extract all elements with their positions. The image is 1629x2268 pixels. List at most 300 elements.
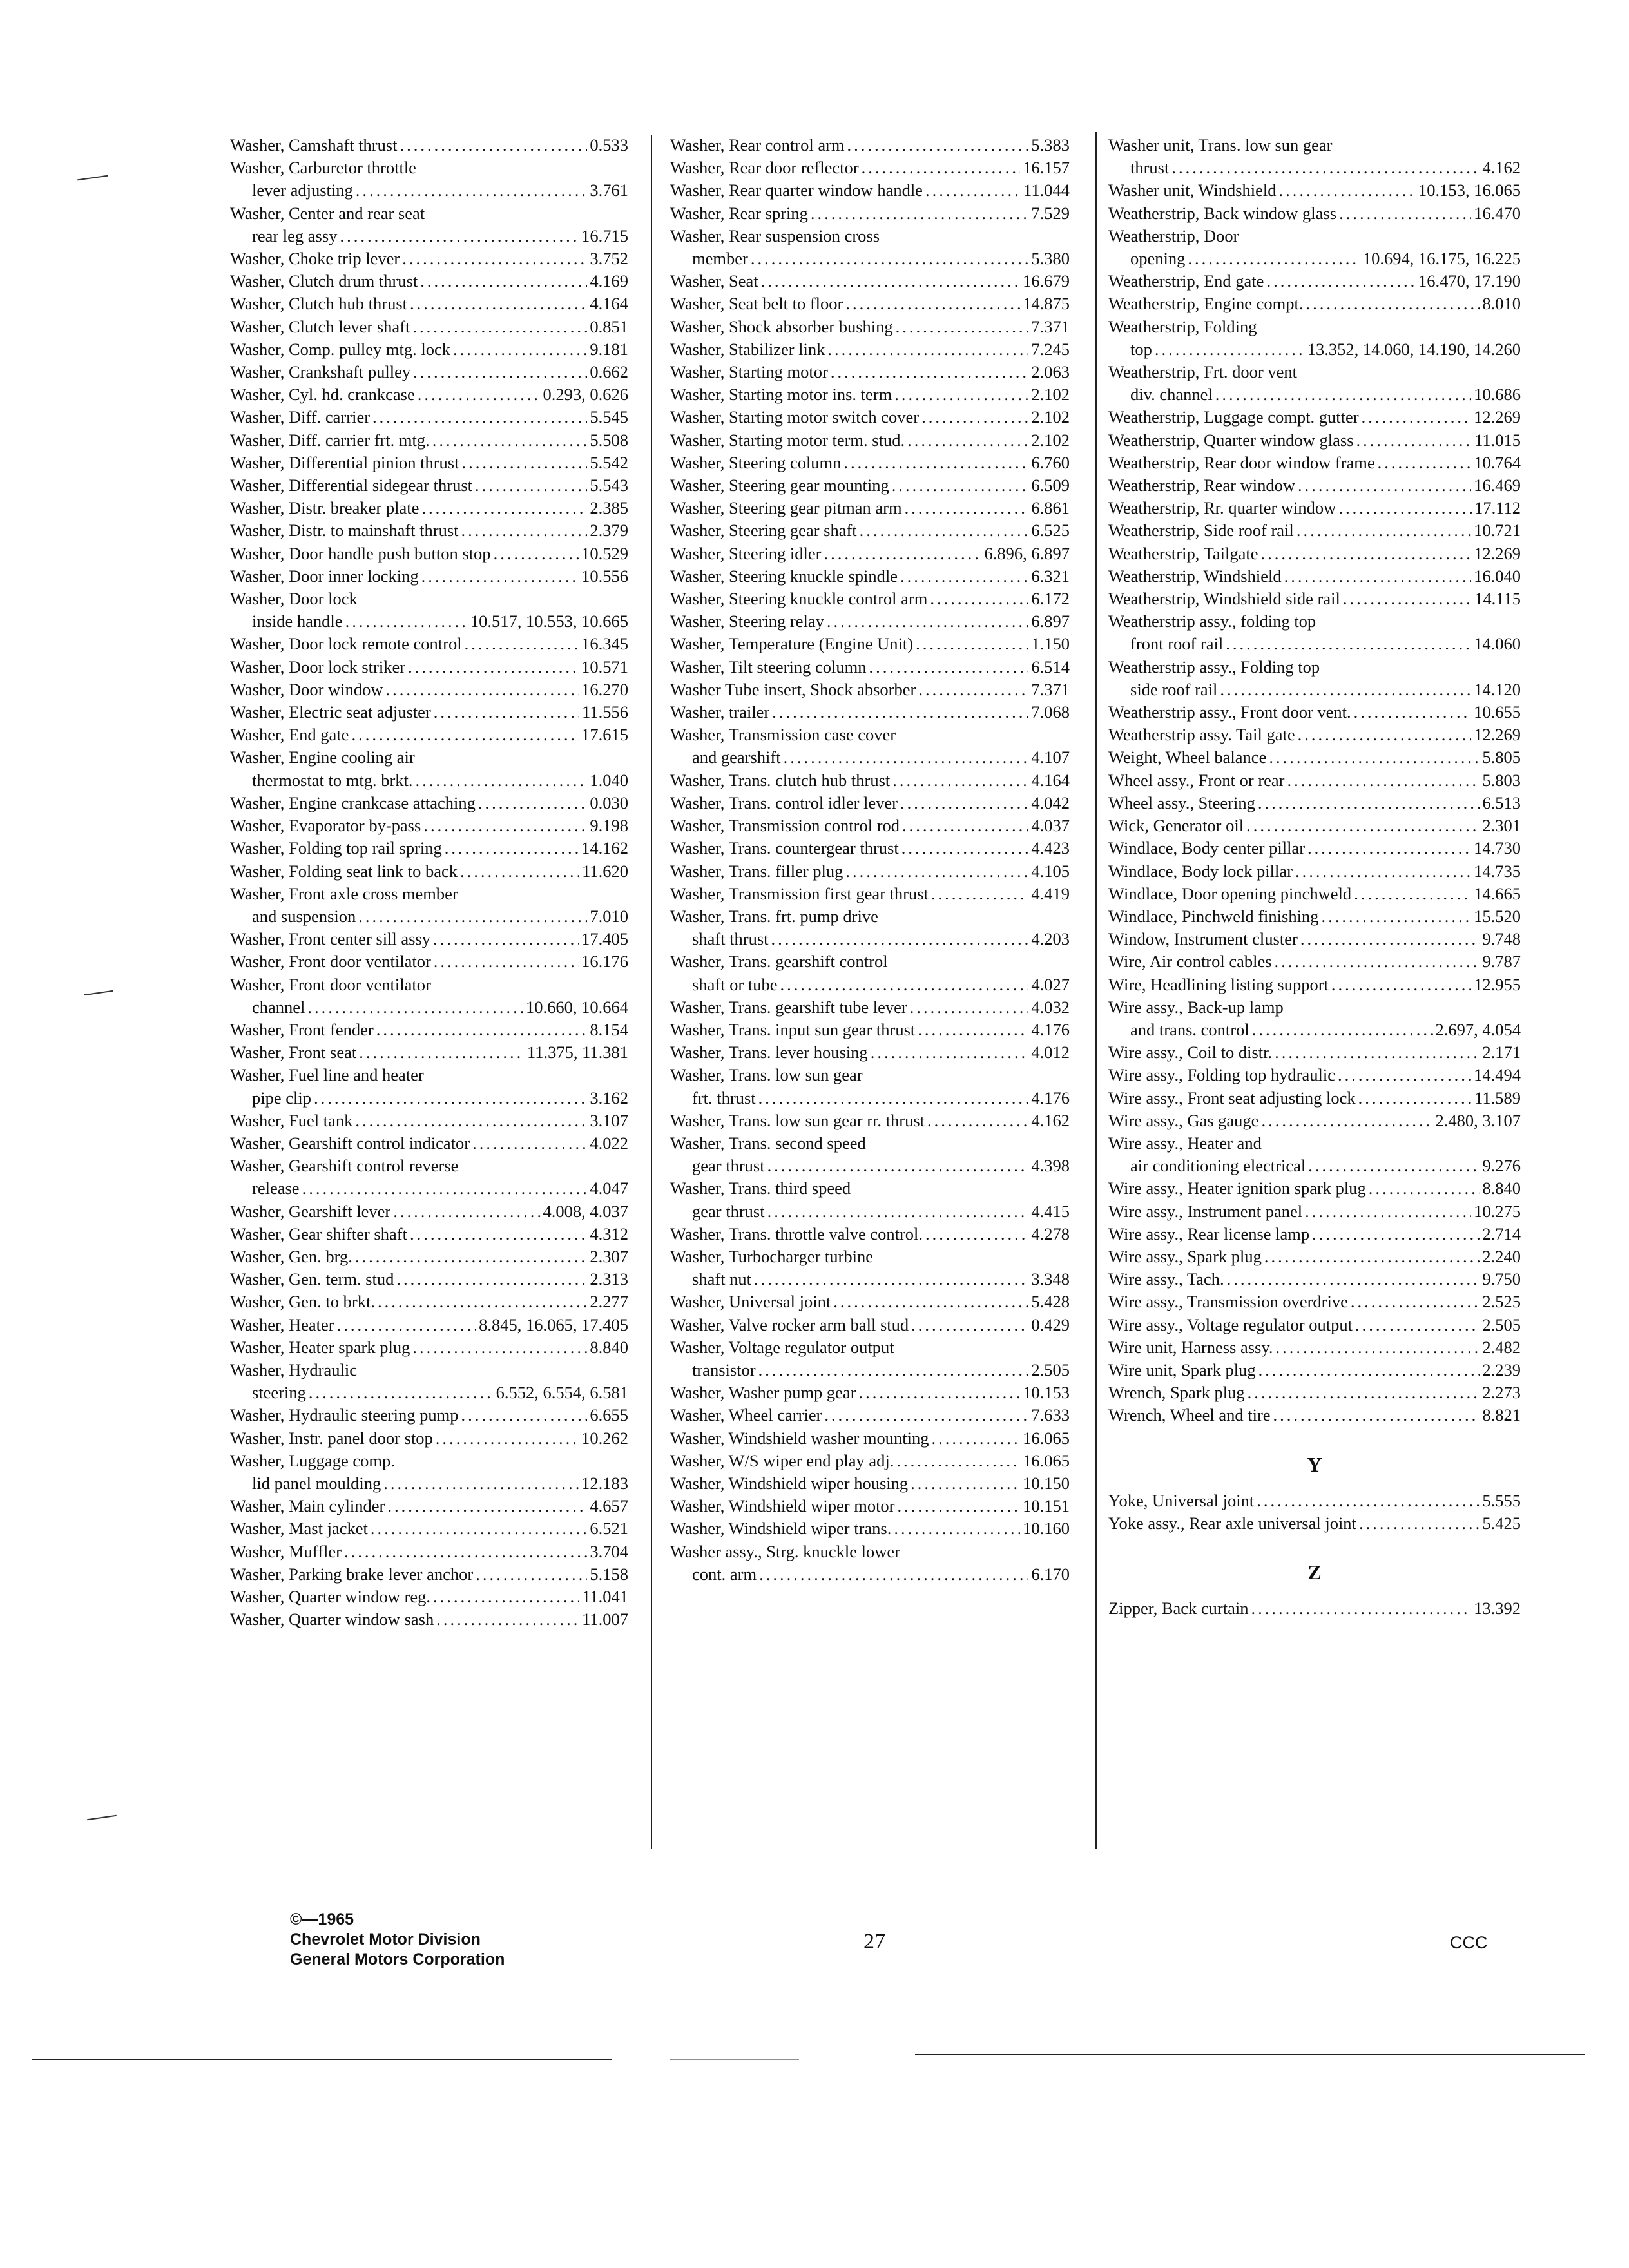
dot-leader <box>351 724 579 746</box>
entry-page-ref: 14.115 <box>1474 589 1521 609</box>
dot-leader <box>925 1223 1028 1245</box>
index-entry <box>230 1586 628 1608</box>
index-entry <box>670 1472 1070 1495</box>
index-entry <box>1108 1512 1521 1535</box>
entry-page-ref: 9.276 <box>1482 1156 1521 1176</box>
entry-page-ref: 4.419 <box>1031 883 1070 903</box>
entry-label: Washer, Seat belt to floor <box>670 294 843 314</box>
index-entry <box>230 701 628 724</box>
entry-row <box>670 179 1070 202</box>
entry-row <box>230 837 628 860</box>
index-entry <box>230 1336 628 1359</box>
entry-label: Washer, Rear quarter window handle <box>670 180 923 200</box>
index-entry <box>1108 361 1521 406</box>
index-entry <box>230 974 628 1019</box>
entry-page-ref: 14.162 <box>581 838 628 858</box>
entry-page-ref: 5.805 <box>1482 747 1521 767</box>
index-entry <box>1108 543 1521 565</box>
index-entry <box>670 1336 1070 1381</box>
entry-label: Washer, Steering column <box>670 452 842 472</box>
entry-page-ref: 0.030 <box>590 793 628 812</box>
dot-leader <box>845 860 1028 883</box>
entry-page-ref: 4.032 <box>1031 997 1070 1017</box>
entry-page-ref: 16.469 <box>1474 476 1521 495</box>
entry-page-ref: 3.752 <box>590 249 628 269</box>
entry-label: Wrench, Spark plug <box>1108 1383 1245 1403</box>
dot-leader <box>772 701 1028 724</box>
index-entry <box>1108 1359 1521 1381</box>
entry-label: Washer, Starting motor ins. term <box>670 385 892 405</box>
index-entry <box>670 1381 1070 1404</box>
index-column-2 <box>670 134 1070 1586</box>
entry-label: Washer, Starting motor switch cover <box>670 407 920 427</box>
entry-label: Washer, Windshield wiper motor <box>670 1496 895 1516</box>
index-entry <box>670 1110 1070 1132</box>
entry-label: Washer, Differential sidegear thrust <box>230 476 473 495</box>
entry-page-ref: 5.508 <box>590 430 628 450</box>
entry-label: Washer, Windshield wiper trans. <box>670 1519 892 1539</box>
dot-leader <box>355 1245 588 1268</box>
entry-row <box>670 247 1070 270</box>
entry-row <box>1108 1041 1521 1064</box>
entry-label: Washer, Electric seat adjuster <box>230 702 431 722</box>
dot-leader <box>1378 452 1472 474</box>
entry-page-ref: 4.008, 4.037 <box>543 1201 628 1221</box>
entry-heading: Washer, Front axle cross member <box>230 883 458 903</box>
dot-leader <box>1369 1177 1480 1200</box>
dot-leader <box>1260 543 1471 565</box>
entry-heading: Washer, Door lock <box>230 589 358 609</box>
dot-leader <box>1354 883 1471 905</box>
index-entry <box>1108 202 1521 225</box>
entry-label: Washer, Gearshift lever <box>230 1201 391 1221</box>
dot-leader <box>387 1495 587 1517</box>
entry-row <box>230 633 628 655</box>
index-entry <box>670 769 1070 792</box>
index-entry <box>1108 497 1521 519</box>
entry-page-ref: 0.293, 0.626 <box>543 385 628 405</box>
entry-row <box>230 429 628 452</box>
entry-page-ref: 11.620 <box>582 861 628 881</box>
margin-mark <box>77 175 108 181</box>
dot-leader <box>1306 293 1480 315</box>
entry-row <box>230 316 628 338</box>
entry-row <box>230 1132 628 1155</box>
entry-row <box>1108 1110 1521 1132</box>
entry-heading: Weatherstrip, Folding <box>1108 316 1257 336</box>
entry-page-ref: 9.748 <box>1482 929 1521 949</box>
entry-row <box>670 1314 1070 1336</box>
index-entry <box>1108 724 1521 746</box>
entry-label: Windlace, Door opening pinchweld <box>1108 883 1352 903</box>
entry-label: Weatherstrip, Rr. quarter window <box>1108 498 1336 518</box>
entry-page-ref: 10.529 <box>581 543 628 563</box>
dot-leader <box>1269 746 1480 769</box>
entry-row <box>230 950 628 973</box>
index-entry <box>1108 452 1521 474</box>
dot-leader <box>383 1472 579 1495</box>
entry-page-ref: 4.278 <box>1031 1224 1070 1244</box>
index-entry <box>670 1404 1070 1427</box>
dot-leader <box>1298 474 1471 497</box>
entry-page-ref: 5.545 <box>590 407 628 427</box>
dot-leader <box>400 134 588 157</box>
entry-page-ref: 4.047 <box>590 1178 628 1198</box>
index-entry <box>670 1291 1070 1313</box>
dot-leader <box>771 928 1029 950</box>
entry-label: Weight, Wheel balance <box>1108 747 1267 767</box>
entry-page-ref: 14.735 <box>1474 861 1521 881</box>
dot-leader <box>340 225 579 247</box>
entry-label: Washer, Main cylinder <box>230 1496 385 1516</box>
dot-leader <box>408 656 579 678</box>
entry-page-ref: 2.505 <box>1031 1360 1070 1379</box>
entry-heading: Washer, Trans. third speed <box>670 1178 851 1198</box>
entry-label: rear leg assy <box>252 226 338 245</box>
index-entry <box>230 1223 628 1245</box>
entry-label: Washer, Front seat <box>230 1043 357 1062</box>
entry-row <box>230 996 628 1019</box>
entry-page-ref: 11.007 <box>582 1610 628 1629</box>
index-entry <box>1108 1597 1521 1620</box>
dot-leader <box>824 543 982 565</box>
entry-label: Washer, Evaporator by-pass <box>230 816 421 836</box>
entry-page-ref: 7.068 <box>1031 702 1070 722</box>
entry-label: Wire assy., Instrument panel <box>1108 1201 1303 1221</box>
entry-label: Washer, Mast jacket <box>230 1519 368 1539</box>
entry-page-ref: 6.321 <box>1031 566 1070 586</box>
index-entry <box>230 1019 628 1041</box>
entry-row <box>670 974 1070 996</box>
entry-page-ref: 4.027 <box>1031 974 1070 994</box>
dot-leader <box>433 928 579 950</box>
entry-page-ref: 0.429 <box>1031 1314 1070 1334</box>
index-entry <box>230 1268 628 1291</box>
entry-page-ref: 6.514 <box>1031 657 1070 677</box>
entry-row <box>670 1472 1070 1495</box>
entry-label: Yoke assy., Rear axle universal joint <box>1108 1513 1356 1533</box>
dot-leader <box>911 1314 1028 1336</box>
entry-page-ref: 4.176 <box>1031 1088 1070 1108</box>
entry-label: Washer, Seat <box>670 271 758 291</box>
entry-page-ref: 16.470 <box>1474 203 1521 223</box>
index-entry <box>670 474 1070 497</box>
entry-label: Wire, Headlining listing support <box>1108 974 1329 994</box>
entry-page-ref: 16.345 <box>581 634 628 654</box>
dot-leader <box>1305 1200 1471 1223</box>
index-entry <box>1108 1404 1521 1427</box>
index-entry <box>670 883 1070 905</box>
entry-row <box>230 1019 628 1041</box>
entry-row <box>1108 746 1521 769</box>
entry-page-ref: 10.275 <box>1474 1201 1521 1221</box>
entry-label: Washer, Trans. clutch hub thrust <box>670 770 891 790</box>
entry-row <box>1108 633 1521 655</box>
entry-heading: Washer, Trans. gearshift control <box>670 952 888 972</box>
entry-row <box>1108 1177 1521 1200</box>
dot-leader <box>418 383 541 406</box>
entry-label: Washer, Rear control arm <box>670 135 845 155</box>
dot-leader <box>402 247 587 270</box>
entry-label: Washer, Cyl. hd. crankcase <box>230 385 415 405</box>
entry-label: gear thrust <box>692 1201 765 1221</box>
index-entry <box>670 701 1070 724</box>
index-entry <box>1108 134 1521 179</box>
entry-row <box>670 497 1070 519</box>
index-entry <box>230 1517 628 1540</box>
entry-label: Wire assy., Heater ignition spark plug <box>1108 1178 1366 1198</box>
dot-leader <box>1356 429 1472 452</box>
dot-leader <box>1261 1110 1432 1132</box>
entry-page-ref: 1.040 <box>590 770 628 790</box>
entry-row <box>1108 1087 1521 1110</box>
index-entry <box>1108 429 1521 452</box>
entry-label: Weatherstrip, End gate <box>1108 271 1264 291</box>
entry-label: Washer, Door handle push button stop <box>230 543 491 563</box>
dot-leader <box>1258 792 1480 814</box>
entry-row <box>1108 1064 1521 1086</box>
dot-leader <box>478 792 588 814</box>
entry-page-ref: 11.015 <box>1474 430 1521 450</box>
entry-label: Washer, Rear spring <box>670 203 808 223</box>
entry-row <box>230 406 628 428</box>
dot-leader <box>896 316 1029 338</box>
entry-label: Washer, Steering knuckle control arm <box>670 589 928 609</box>
dot-leader <box>1351 1291 1480 1313</box>
index-entry <box>230 406 628 428</box>
entry-page-ref: 4.162 <box>1031 1110 1070 1130</box>
entry-label: Washer, Front door ventilator <box>230 952 431 972</box>
entry-page-ref: 5.803 <box>1482 770 1521 790</box>
entry-row <box>670 883 1070 905</box>
entry-label: Washer, Distr. to mainshaft thrust <box>230 521 459 541</box>
entry-heading: Weatherstrip assy., folding top <box>1108 611 1316 631</box>
dot-leader <box>1284 565 1472 588</box>
entry-page-ref: 10.150 <box>1023 1473 1070 1493</box>
entry-label: div. channel <box>1130 385 1213 405</box>
entry-page-ref: 2.480, 3.107 <box>1435 1110 1521 1130</box>
entry-row <box>230 1336 628 1359</box>
index-entry <box>670 905 1070 950</box>
entry-heading: Washer, Trans. low sun gear <box>670 1065 863 1085</box>
index-entry <box>1108 293 1521 315</box>
entry-heading: Washer, Trans. second speed <box>670 1133 866 1153</box>
entry-page-ref: 6.172 <box>1031 589 1070 609</box>
entry-label: Washer, Differential pinion thrust <box>230 452 459 472</box>
entry-page-ref: 0.662 <box>590 362 628 382</box>
index-entry <box>670 860 1070 883</box>
entry-row <box>1108 1200 1521 1223</box>
index-entry <box>1108 1200 1521 1223</box>
dot-leader <box>465 633 579 655</box>
entry-label: Washer, Wheel carrier <box>670 1405 822 1425</box>
entry-label: lever adjusting <box>252 180 353 200</box>
dot-leader <box>871 1041 1029 1064</box>
dot-leader <box>1307 837 1471 860</box>
entry-page-ref: 8.821 <box>1482 1405 1521 1425</box>
index-entry <box>670 1314 1070 1336</box>
entry-page-ref: 9.198 <box>590 816 628 836</box>
entry-page-ref: 4.415 <box>1031 1201 1070 1221</box>
entry-page-ref: 6.655 <box>590 1405 628 1425</box>
index-entry <box>230 1495 628 1517</box>
index-entry <box>670 565 1070 588</box>
entry-page-ref: 11.041 <box>582 1587 628 1606</box>
dot-leader <box>758 1087 1029 1110</box>
dot-leader <box>900 565 1028 588</box>
index-entry <box>1108 974 1521 996</box>
entry-label: Weatherstrip, Tailgate <box>1108 543 1258 563</box>
entry-row <box>670 701 1070 724</box>
dot-leader <box>892 769 1028 792</box>
entry-label: Washer, Rear door reflector <box>670 158 859 178</box>
entry-page-ref: 6.509 <box>1031 476 1070 495</box>
bottom-rule <box>32 2059 612 2060</box>
entry-heading: Washer assy., Strg. knuckle lower <box>670 1541 901 1561</box>
entry-row <box>670 270 1070 293</box>
entry-row <box>670 837 1070 860</box>
entry-page-ref: 12.183 <box>581 1473 628 1493</box>
entry-row <box>230 656 628 678</box>
entry-page-ref: 16.715 <box>581 226 628 245</box>
index-entry <box>670 1177 1070 1222</box>
dot-leader <box>1300 928 1480 950</box>
entry-row <box>1108 814 1521 837</box>
index-entry <box>1108 1132 1521 1177</box>
dot-leader <box>1252 1019 1433 1041</box>
dot-leader <box>1296 519 1471 542</box>
index-entry <box>230 429 628 452</box>
entry-row <box>670 361 1070 383</box>
dot-leader <box>309 1381 494 1404</box>
entry-page-ref: 3.348 <box>1031 1269 1070 1289</box>
entry-page-ref: 8.840 <box>1482 1178 1521 1198</box>
dot-leader <box>345 610 468 633</box>
entry-page-ref: 16.065 <box>1023 1428 1070 1448</box>
entry-row <box>670 406 1070 428</box>
entry-row <box>670 860 1070 883</box>
entry-row <box>230 1404 628 1427</box>
index-entry <box>1108 270 1521 293</box>
dot-leader <box>1226 633 1471 655</box>
entry-page-ref: 3.162 <box>590 1088 628 1108</box>
dot-leader <box>845 293 1020 315</box>
index-entry <box>670 610 1070 633</box>
index-entry <box>230 1404 628 1427</box>
entry-page-ref: 14.665 <box>1474 883 1521 903</box>
entry-heading: Washer unit, Trans. low sun gear <box>1108 135 1333 155</box>
entry-row <box>1108 1223 1521 1245</box>
entry-label: Wire assy., Coil to distr. <box>1108 1043 1273 1062</box>
index-entry <box>670 179 1070 202</box>
dot-leader <box>1359 1512 1480 1535</box>
index-entry <box>1108 179 1521 202</box>
entry-label: Washer, Steering gear pitman arm <box>670 498 902 518</box>
entry-row <box>670 1087 1070 1110</box>
entry-page-ref: 16.470, 17.190 <box>1418 271 1521 291</box>
entry-page-ref: 7.633 <box>1031 1405 1070 1425</box>
entry-row <box>670 1268 1070 1291</box>
entry-row <box>670 588 1070 610</box>
index-entry <box>670 996 1070 1019</box>
entry-row <box>1108 1490 1521 1512</box>
dot-leader <box>412 316 587 338</box>
entry-heading: Washer, Fuel line and heater <box>230 1065 424 1085</box>
entry-label: Washer, Steering knuckle spindle <box>670 566 898 586</box>
entry-row <box>670 1041 1070 1064</box>
entry-label: Washer, Temperature (Engine Unit) <box>670 634 914 654</box>
entry-label: shaft or tube <box>692 974 778 994</box>
index-entry <box>230 543 628 565</box>
margin-mark <box>87 1815 117 1820</box>
dot-leader <box>433 1586 579 1608</box>
index-entry <box>670 202 1070 225</box>
entry-row <box>670 543 1070 565</box>
entry-page-ref: 10.160 <box>1023 1519 1070 1539</box>
dot-leader <box>1338 497 1472 519</box>
entry-row <box>1108 974 1521 996</box>
entry-page-ref: 10.721 <box>1474 521 1521 541</box>
entry-row <box>1108 179 1521 202</box>
entry-label: channel <box>252 997 305 1017</box>
entry-row <box>230 361 628 383</box>
entry-row <box>1108 1597 1521 1620</box>
dot-leader <box>843 452 1028 474</box>
entry-label: side roof rail <box>1130 679 1218 699</box>
entry-row <box>670 316 1070 338</box>
entry-page-ref: 2.171 <box>1482 1043 1521 1062</box>
entry-label: Weatherstrip assy., Front door vent. <box>1108 702 1351 722</box>
index-entry <box>230 837 628 860</box>
entry-page-ref: 2.714 <box>1482 1224 1521 1244</box>
index-column-1 <box>230 134 628 1631</box>
entry-row <box>1108 1336 1521 1359</box>
entry-page-ref: 4.423 <box>1031 838 1070 858</box>
index-entry <box>1108 905 1521 928</box>
entry-label: Washer, Trans. control idler lever <box>670 793 898 812</box>
dot-leader <box>907 429 1028 452</box>
index-entry <box>1108 656 1521 701</box>
footer-publisher <box>290 1910 505 1970</box>
dot-leader <box>894 1517 1020 1540</box>
index-entry <box>670 338 1070 361</box>
index-entry <box>230 814 628 837</box>
index-entry <box>230 633 628 655</box>
entry-row <box>1108 905 1521 928</box>
entry-row <box>230 1291 628 1313</box>
entry-row <box>1108 769 1521 792</box>
entry-page-ref: 2.301 <box>1482 816 1521 836</box>
entry-row <box>230 1200 628 1223</box>
entry-row <box>670 338 1070 361</box>
dot-leader <box>460 860 579 883</box>
entry-row <box>670 1450 1070 1472</box>
index-entry <box>230 293 628 315</box>
entry-page-ref: 9.181 <box>590 339 628 359</box>
entry-page-ref: 5.543 <box>590 476 628 495</box>
entry-row <box>230 860 628 883</box>
entry-page-ref: 3.107 <box>590 1110 628 1130</box>
entry-page-ref: 2.102 <box>1031 385 1070 405</box>
index-entry <box>230 678 628 701</box>
entry-page-ref: 0.533 <box>590 135 628 155</box>
entry-label: Washer, Washer pump gear <box>670 1383 856 1403</box>
index-entry <box>1108 814 1521 837</box>
entry-label: Washer, Parking brake lever anchor <box>230 1564 474 1584</box>
entry-row <box>1108 1359 1521 1381</box>
entry-page-ref: 16.176 <box>581 952 628 972</box>
entry-row <box>670 157 1070 179</box>
